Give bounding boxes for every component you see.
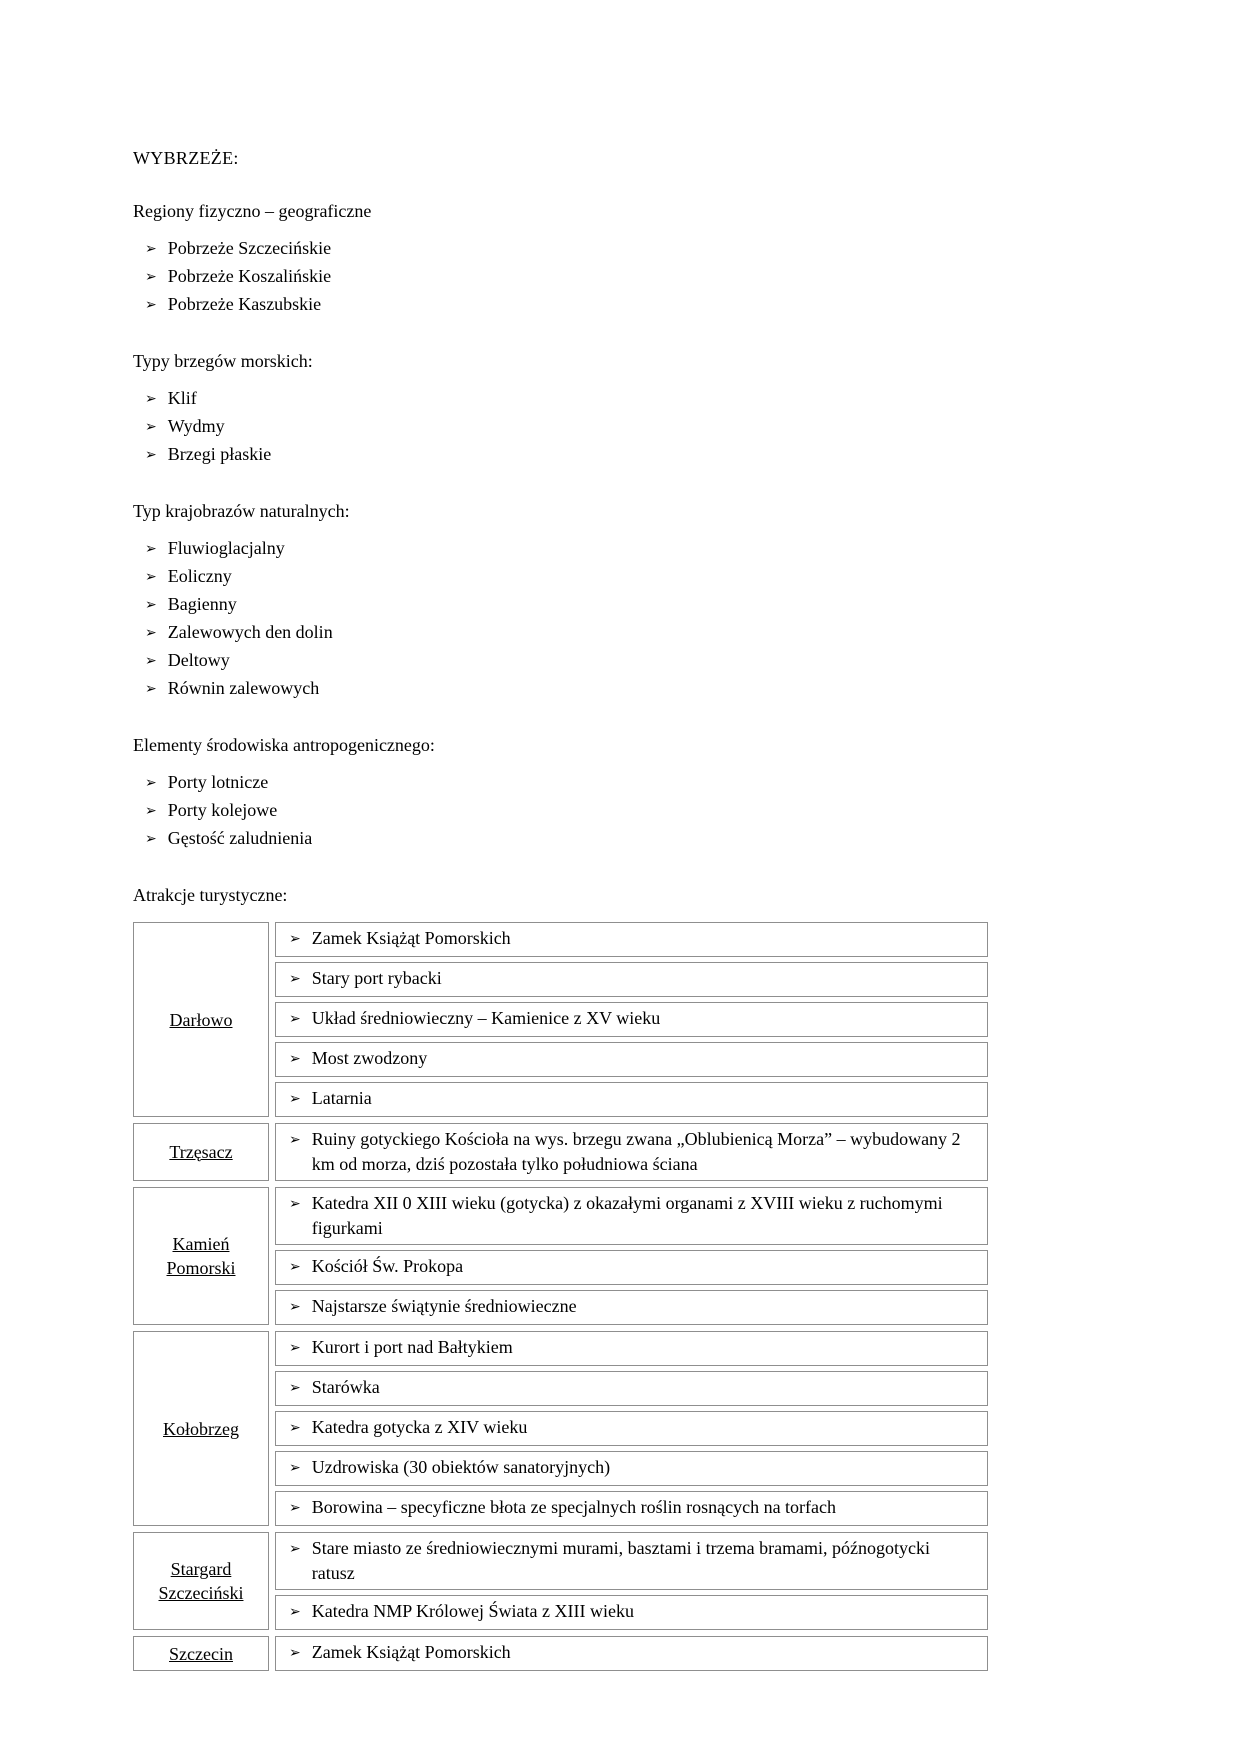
list-item bbox=[145, 648, 988, 675]
attraction-item bbox=[275, 1250, 988, 1285]
section-heading: Elementy środowiska antropogenicznego: bbox=[133, 735, 435, 755]
arrow-bullet-icon: ➢ bbox=[289, 1381, 301, 1396]
attraction-text: Zamek Książąt Pomorskich bbox=[311, 928, 511, 948]
list-item-text: Zalewowych den dolin bbox=[167, 622, 333, 642]
table-row bbox=[133, 1123, 988, 1181]
attraction-item bbox=[275, 1042, 988, 1077]
list-item bbox=[145, 292, 988, 319]
section-heading: Typy brzegów morskich: bbox=[133, 351, 313, 371]
section-regiony bbox=[133, 201, 988, 319]
list-item bbox=[145, 770, 988, 797]
arrow-bullet-icon: ➢ bbox=[145, 392, 157, 407]
list-item-text: Pobrzeże Szczecińskie bbox=[167, 238, 332, 258]
table-row bbox=[133, 922, 988, 1117]
place-name: Trzęsacz bbox=[169, 1142, 233, 1162]
attraction-items bbox=[275, 1123, 988, 1181]
arrow-bullet-icon: ➢ bbox=[289, 1260, 301, 1275]
attraction-item bbox=[275, 1595, 988, 1630]
list-item-text: Porty lotnicze bbox=[167, 772, 269, 792]
attraction-item bbox=[275, 1491, 988, 1526]
section-typy-brzegow bbox=[133, 351, 988, 469]
attraction-text: Kurort i port nad Bałtykiem bbox=[311, 1337, 513, 1357]
arrow-bullet-icon: ➢ bbox=[145, 776, 157, 791]
attraction-text: Latarnia bbox=[311, 1088, 372, 1108]
arrow-bullet-icon: ➢ bbox=[289, 1646, 301, 1661]
attraction-text: Borowina – specyficzne błota ze specjalnych roślin rosnących na torfach bbox=[311, 1497, 837, 1517]
place-name: Stargard Szczeciński bbox=[158, 1559, 244, 1603]
list-item bbox=[145, 620, 988, 647]
attraction-text: Katedra NMP Królowej Świata z XIII wieku bbox=[311, 1601, 634, 1621]
arrow-bullet-icon: ➢ bbox=[145, 270, 157, 285]
attraction-item bbox=[275, 1187, 988, 1245]
place-name: Kamień Pomorski bbox=[166, 1234, 236, 1278]
list-item-text: Porty kolejowe bbox=[167, 800, 278, 820]
place-cell bbox=[133, 1187, 269, 1325]
list-item-text: Klif bbox=[167, 388, 197, 408]
arrow-bullet-icon: ➢ bbox=[145, 626, 157, 641]
arrow-bullet-icon: ➢ bbox=[145, 654, 157, 669]
section-heading: Regiony fizyczno – geograficzne bbox=[133, 201, 372, 221]
list-item-text: Bagienny bbox=[167, 594, 237, 614]
list-item bbox=[145, 564, 988, 591]
table-row bbox=[133, 1331, 988, 1526]
attraction-text: Zamek Książąt Pomorskich bbox=[311, 1642, 511, 1662]
table-row bbox=[133, 1187, 988, 1325]
attraction-text: Układ średniowieczny – Kamienice z XV wieku bbox=[311, 1008, 661, 1028]
attraction-item bbox=[275, 1636, 988, 1671]
place-cell bbox=[133, 1636, 269, 1671]
arrow-bullet-icon: ➢ bbox=[145, 242, 157, 257]
arrow-bullet-icon: ➢ bbox=[289, 1501, 301, 1516]
arrow-bullet-icon: ➢ bbox=[145, 448, 157, 463]
place-name: Darłowo bbox=[169, 1009, 233, 1030]
arrow-bullet-icon: ➢ bbox=[289, 1300, 301, 1315]
list-item-text: Równin zalewowych bbox=[167, 678, 320, 698]
attraction-items bbox=[275, 1331, 988, 1526]
list-item-text: Pobrzeże Koszalińskie bbox=[167, 266, 332, 286]
attraction-text: Najstarsze świątynie średniowieczne bbox=[311, 1296, 577, 1316]
list-item bbox=[145, 536, 988, 563]
attraction-items bbox=[275, 1532, 988, 1630]
list-item bbox=[145, 592, 988, 619]
attractions-table bbox=[133, 922, 988, 1671]
attraction-item bbox=[275, 962, 988, 997]
arrow-bullet-icon: ➢ bbox=[145, 298, 157, 313]
arrow-bullet-icon: ➢ bbox=[145, 598, 157, 613]
attraction-text: Most zwodzony bbox=[311, 1048, 428, 1068]
place-cell bbox=[133, 1331, 269, 1526]
place-name: Kołobrzeg bbox=[163, 1418, 239, 1439]
list-item-text: Brzegi płaskie bbox=[167, 444, 272, 464]
list-item bbox=[145, 236, 988, 263]
list-item bbox=[145, 386, 988, 413]
region-list bbox=[133, 236, 988, 319]
attraction-item bbox=[275, 1082, 988, 1117]
attraction-item bbox=[275, 1002, 988, 1037]
list-item bbox=[145, 798, 988, 825]
attraction-item bbox=[275, 1451, 988, 1486]
arrow-bullet-icon: ➢ bbox=[289, 1605, 301, 1620]
list-item-text: Fluwioglacjalny bbox=[167, 538, 285, 558]
arrow-bullet-icon: ➢ bbox=[145, 570, 157, 585]
attraction-text: Katedra gotycka z XIV wieku bbox=[311, 1417, 528, 1437]
place-cell bbox=[133, 1123, 269, 1181]
attraction-items bbox=[275, 922, 988, 1117]
attraction-item bbox=[275, 922, 988, 957]
arrow-bullet-icon: ➢ bbox=[289, 1341, 301, 1356]
arrow-bullet-icon: ➢ bbox=[289, 972, 301, 987]
attraction-items bbox=[275, 1187, 988, 1325]
page-title: WYBRZEŻE: bbox=[133, 148, 239, 168]
list-item-text: Deltowy bbox=[167, 650, 230, 670]
attraction-text: Stary port rybacki bbox=[311, 968, 442, 988]
landscape-list bbox=[133, 536, 988, 703]
arrow-bullet-icon: ➢ bbox=[289, 1197, 301, 1212]
arrow-bullet-icon: ➢ bbox=[145, 832, 157, 847]
attraction-item bbox=[275, 1532, 988, 1590]
arrow-bullet-icon: ➢ bbox=[145, 420, 157, 435]
list-item bbox=[145, 442, 988, 469]
arrow-bullet-icon: ➢ bbox=[145, 682, 157, 697]
attraction-text: Kościół Św. Prokopa bbox=[311, 1256, 464, 1276]
attraction-text: Stare miasto ze średniowiecznymi murami, basztami i trzema bramami, późnogotycki ratusz bbox=[311, 1538, 931, 1583]
arrow-bullet-icon: ➢ bbox=[289, 1461, 301, 1476]
attraction-items bbox=[275, 1636, 988, 1671]
shore-type-list bbox=[133, 386, 988, 469]
attraction-item bbox=[275, 1411, 988, 1446]
list-item bbox=[145, 264, 988, 291]
attraction-item bbox=[275, 1331, 988, 1366]
attraction-text: Starówka bbox=[311, 1377, 380, 1397]
list-item-text: Pobrzeże Kaszubskie bbox=[167, 294, 322, 314]
list-item bbox=[145, 414, 988, 441]
attraction-item bbox=[275, 1123, 988, 1181]
section-heading-attractions: Atrakcje turystyczne: bbox=[133, 885, 288, 905]
attraction-item bbox=[275, 1371, 988, 1406]
place-cell bbox=[133, 922, 269, 1117]
list-item-text: Eoliczny bbox=[167, 566, 232, 586]
attraction-text: Ruiny gotyckiego Kościoła na wys. brzegu zwana „Oblubienicą Morza” – wybudowany 2 km od morza, dziś pozostała tylko południowa ściana bbox=[311, 1129, 961, 1174]
arrow-bullet-icon: ➢ bbox=[145, 542, 157, 557]
place-name: Szczecin bbox=[169, 1643, 233, 1664]
attraction-text: Katedra XII 0 XIII wieku (gotycka) z okazałymi organami z XVIII wieku z ruchomymi figurkami bbox=[311, 1193, 943, 1238]
arrow-bullet-icon: ➢ bbox=[145, 804, 157, 819]
list-item-text: Gęstość zaludnienia bbox=[167, 828, 313, 848]
list-item bbox=[145, 826, 988, 853]
anthropogenic-list bbox=[133, 770, 988, 853]
attraction-item bbox=[275, 1290, 988, 1325]
list-item bbox=[145, 676, 988, 703]
arrow-bullet-icon: ➢ bbox=[289, 1012, 301, 1027]
arrow-bullet-icon: ➢ bbox=[289, 1542, 301, 1557]
section-heading: Typ krajobrazów naturalnych: bbox=[133, 501, 350, 521]
arrow-bullet-icon: ➢ bbox=[289, 932, 301, 947]
list-item-text: Wydmy bbox=[167, 416, 225, 436]
arrow-bullet-icon: ➢ bbox=[289, 1052, 301, 1067]
section-antropogeniczne bbox=[133, 735, 988, 853]
attraction-text: Uzdrowiska (30 obiektów sanatoryjnych) bbox=[311, 1457, 611, 1477]
table-row bbox=[133, 1532, 988, 1630]
table-row bbox=[133, 1636, 988, 1671]
arrow-bullet-icon: ➢ bbox=[289, 1421, 301, 1436]
arrow-bullet-icon: ➢ bbox=[289, 1092, 301, 1107]
section-krajobrazy bbox=[133, 501, 988, 703]
place-cell bbox=[133, 1532, 269, 1630]
arrow-bullet-icon: ➢ bbox=[289, 1133, 301, 1148]
